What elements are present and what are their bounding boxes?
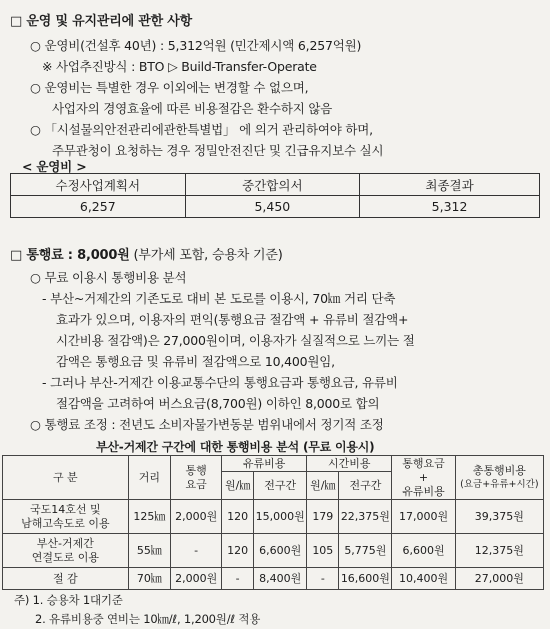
- toll-condition: (부가세 포함, 승용차 기준): [129, 248, 283, 263]
- row-time-km: 179: [307, 500, 339, 534]
- table-header-cell: 최종결과: [360, 174, 540, 196]
- table-cell: 5,312: [360, 196, 540, 218]
- toll-paragraph-line: - 그러나 부산-거제간 이용교통수단의 통행요금과 통행요금, 유류비: [42, 375, 398, 390]
- toll-paragraph-line: - 부산~거제간의 기존도로 대비 본 도로를 이용시, 70㎞ 거리 단축: [42, 291, 396, 306]
- toll-paragraph-line: 시간비용 절감액)은 27,000원이며, 이용자가 실질적으로 느끼는 절: [56, 333, 415, 348]
- cost-table-label: < 운영비 >: [22, 159, 87, 174]
- toll-cost-analysis-table: [2, 455, 544, 590]
- header-fuel: 유류비용: [222, 456, 307, 472]
- table-row: [3, 568, 544, 590]
- analysis-table-title: 부산-거제간 구간에 대한 통행비용 분석 (무료 이용시): [96, 440, 375, 454]
- table-header-row: [11, 174, 540, 196]
- project-method-line: ※ 사업추진방식 : BTO ▷ Build-Transfer-Operate: [42, 59, 317, 74]
- row-distance: 70㎞: [128, 568, 171, 590]
- row-toll: 2,000원: [171, 568, 222, 590]
- note-line: 2. 유류비용중 연비는 10㎞/ℓ, 1,200원/ℓ 적용: [35, 612, 261, 626]
- row-fuel-km: -: [222, 568, 254, 590]
- header-fuel-per-km: 원/㎞: [222, 472, 254, 500]
- row-distance: 125㎞: [128, 500, 171, 534]
- row-toll: 2,000원: [171, 500, 222, 534]
- row-total: 12,375원: [455, 534, 543, 568]
- operating-cost-line: ○ 운영비(건설후 40년) : 5,312억원 (민간제시액 6,257억원): [30, 38, 362, 53]
- row-distance: 55㎞: [128, 534, 171, 568]
- header-total-label: 총통행비용: [472, 463, 526, 477]
- row-fuel-total: 8,400원: [254, 568, 307, 590]
- row-toll-fuel: 6,600원: [392, 534, 455, 568]
- safety-law-line: ○ 「시설물의안전관리에관한특별법」 에 의거 관리하여야 하며,: [30, 122, 373, 137]
- table-header-cell: 중간합의서: [185, 174, 360, 196]
- row-fuel-km: 120: [222, 500, 254, 534]
- table-header-cell: 수정사업계획서: [11, 174, 186, 196]
- row-total: 27,000원: [455, 568, 543, 590]
- row-fuel-km: 120: [222, 534, 254, 568]
- section1-heading: □ 운영 및 유지관리에 관한 사항: [10, 14, 193, 29]
- row-category: 부산-거제간 연결도로 이용: [3, 534, 129, 568]
- header-fuel-full: 전구간: [254, 472, 307, 500]
- toll-adjust-line: ○ 통행료 조정 : 전년도 소비자물가변동분 범위내에서 정기적 조정: [30, 417, 384, 432]
- header-distance: 거리: [128, 456, 171, 500]
- analysis-bullet: ○ 무료 이용시 통행비용 분석: [30, 270, 187, 285]
- row-toll-fuel: 17,000원: [392, 500, 455, 534]
- header-total-sub: (요금+유류+시간): [460, 478, 539, 490]
- cost-savings-line: 사업자의 경영효율에 따른 비용절감은 환수하지 않음: [52, 101, 333, 116]
- table-row: [3, 534, 544, 568]
- table-header-row: [3, 456, 544, 472]
- header-total: [455, 456, 543, 500]
- table-cell: 6,257: [11, 196, 186, 218]
- toll-paragraph-line: 절감액을 고려하여 버스요금(8,700원) 이하인 8,000로 합의: [56, 396, 380, 411]
- toll-amount: □ 통행료 : 8,000원: [10, 248, 130, 263]
- header-time-per-km: 원/㎞: [307, 472, 339, 500]
- row-time-total: 22,375원: [339, 500, 392, 534]
- row-time-km: -: [307, 568, 339, 590]
- header-time: 시간비용: [307, 456, 392, 472]
- safety-inspection-line: 주무관청이 요청하는 경우 정밀안전진단 및 긴급유지보수 실시: [52, 143, 384, 158]
- section2-heading: [10, 244, 283, 263]
- row-fuel-total: 6,600원: [254, 534, 307, 568]
- row-total: 39,375원: [455, 500, 543, 534]
- cost-change-line: ○ 운영비는 특별한 경우 이외에는 변경할 수 없으며,: [30, 80, 309, 95]
- header-toll: 통행 요금: [171, 456, 222, 500]
- toll-paragraph-line: 효과가 있으며, 이용자의 편익(통행요금 절감액 + 유류비 절감액+: [56, 312, 409, 327]
- note-line: 주) 1. 승용차 1대기준: [14, 593, 123, 607]
- operating-cost-table: [10, 173, 540, 218]
- header-category: 구 분: [3, 456, 129, 500]
- row-time-km: 105: [307, 534, 339, 568]
- header-toll-fuel: 통행요금 + 유류비용: [392, 456, 455, 500]
- header-time-full: 전구간: [339, 472, 392, 500]
- toll-paragraph-line: 감액은 통행요금 및 유류비 절감액으로 10,400원임,: [56, 354, 335, 369]
- row-category: 절 감: [3, 568, 129, 590]
- row-category: 국도14호선 및 남해고속도로 이용: [3, 500, 129, 534]
- row-time-total: 5,775원: [339, 534, 392, 568]
- table-cell: 5,450: [185, 196, 360, 218]
- row-toll: -: [171, 534, 222, 568]
- table-row: [3, 500, 544, 534]
- row-fuel-total: 15,000원: [254, 500, 307, 534]
- table-row: [11, 196, 540, 218]
- row-time-total: 16,600원: [339, 568, 392, 590]
- row-toll-fuel: 10,400원: [392, 568, 455, 590]
